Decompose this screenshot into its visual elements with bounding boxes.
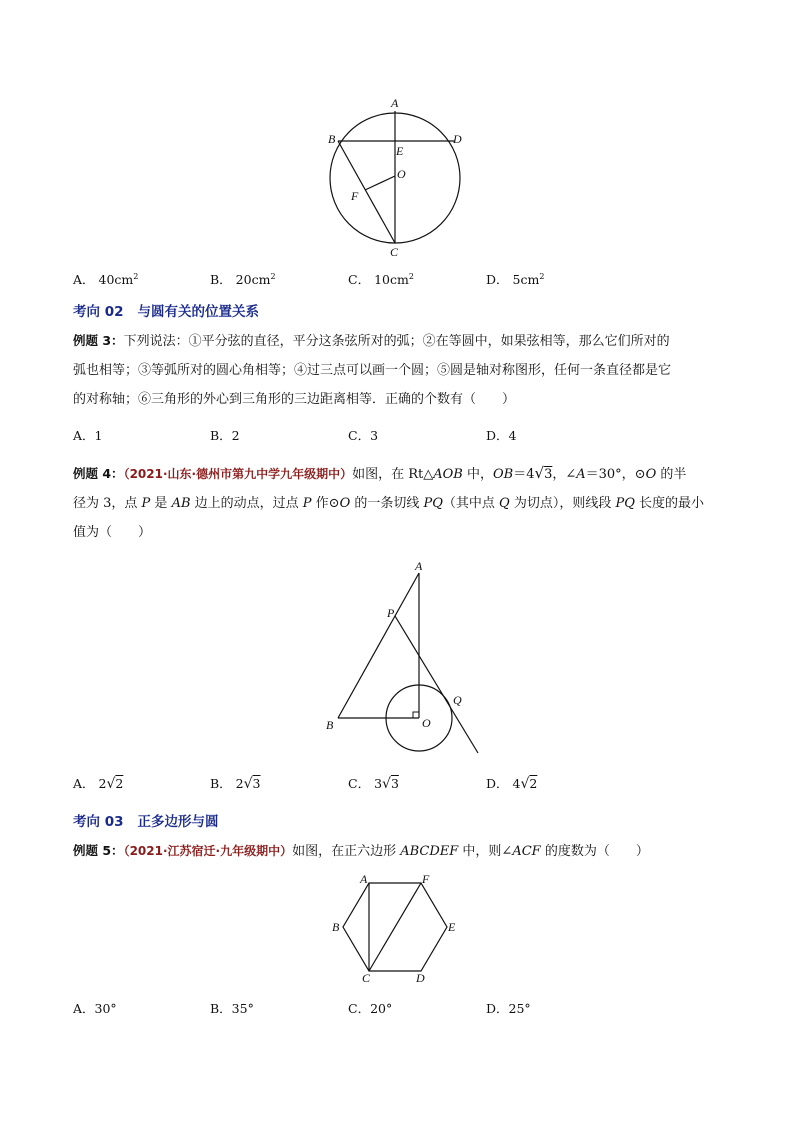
question-4: 例题 4：（2021·山东·德州市第九中学九年级期中）如图，在 Rt△AOB 中，OB＝4√3，∠A＝30°，⊙O 的半 径为 3，点 P 是 AB 边上的动点，过点 P 作⊙O 的一条切线 PQ（其中点 Q 为切点），则线段 PQ 长度的最小 值为（ ） bbox=[73, 464, 705, 540]
label-a: A bbox=[391, 96, 399, 110]
q2-option-d[interactable]: D． $5cm^2$ bbox=[486, 271, 545, 287]
q3-option-d[interactable]: D．4 bbox=[486, 428, 517, 443]
q3-option-c[interactable]: C．3 bbox=[348, 428, 379, 443]
q5-option-c[interactable]: C．20° bbox=[348, 1001, 393, 1016]
label-o: O bbox=[397, 167, 406, 181]
label-q: Q bbox=[453, 693, 462, 707]
q3-option-a[interactable]: A．1 bbox=[73, 428, 103, 443]
q5-option-d[interactable]: D．25° bbox=[486, 1001, 531, 1016]
label-d: D bbox=[416, 971, 425, 985]
q4-option-c[interactable]: C． 3√3 bbox=[348, 776, 399, 792]
q3-option-b[interactable]: B．2 bbox=[210, 428, 240, 443]
label-a: A bbox=[360, 872, 368, 886]
label-f: F bbox=[351, 189, 359, 203]
q2-option-c[interactable]: C． $10cm^2$ bbox=[348, 271, 414, 287]
q2-option-a[interactable]: A． $40cm^2$ bbox=[73, 271, 139, 287]
segment-of bbox=[365, 176, 395, 190]
label-a: A bbox=[415, 559, 423, 573]
section-heading-03: 考向 03 正多边形与圆 bbox=[73, 814, 219, 830]
q5-option-b[interactable]: B．35° bbox=[210, 1001, 254, 1016]
question-5: 例题 5：（2021·江苏宿迁·九年级期中）如图，在正六边形 ABCDEF 中，则∠ACF 的度数为（ ） bbox=[73, 843, 649, 859]
section-heading-02: 考向 02 与圆有关的位置关系 bbox=[73, 304, 259, 320]
label-c: C bbox=[390, 245, 399, 259]
label-o: O bbox=[422, 716, 431, 730]
label-p: P bbox=[387, 606, 395, 620]
label-d: D bbox=[453, 132, 462, 146]
q5-option-a[interactable]: A．30° bbox=[73, 1001, 117, 1016]
right-angle-mark bbox=[413, 712, 419, 718]
label-b: B bbox=[328, 132, 336, 146]
side-ab bbox=[338, 573, 419, 718]
q2-option-b[interactable]: B． $20cm^2$ bbox=[210, 271, 276, 287]
label-e: E bbox=[448, 920, 456, 934]
circle-figure bbox=[310, 92, 480, 267]
question-3: 例题 3：下列说法：①平分弦的直径，平分这条弦所对的弧；②在等圆中，如果弦相等，那么它们所对的 弧也相等；③等弧所对的圆心角相等；④过三点可以画一个圆；⑤圆是轴对称图形，任何一条直径都是它 的对称轴；⑥三角形的外心到三角形的三边距离相等．正确的个数有（ ） bbox=[73, 333, 672, 407]
q4-option-b[interactable]: B． 2√3 bbox=[210, 776, 261, 792]
tangent-pq bbox=[395, 616, 478, 753]
label-b: B bbox=[326, 718, 334, 732]
hexagon-figure bbox=[330, 868, 465, 990]
q4-option-d[interactable]: D． 4√2 bbox=[486, 776, 538, 792]
q4-option-a[interactable]: A． 2√2 bbox=[73, 776, 124, 792]
segment-cf bbox=[369, 883, 421, 971]
triangle-circle-figure bbox=[318, 555, 488, 760]
label-c: C bbox=[362, 971, 371, 985]
chord-bc bbox=[338, 141, 395, 243]
label-b: B bbox=[332, 920, 340, 934]
label-e: E bbox=[396, 144, 404, 158]
label-f: F bbox=[422, 872, 430, 886]
